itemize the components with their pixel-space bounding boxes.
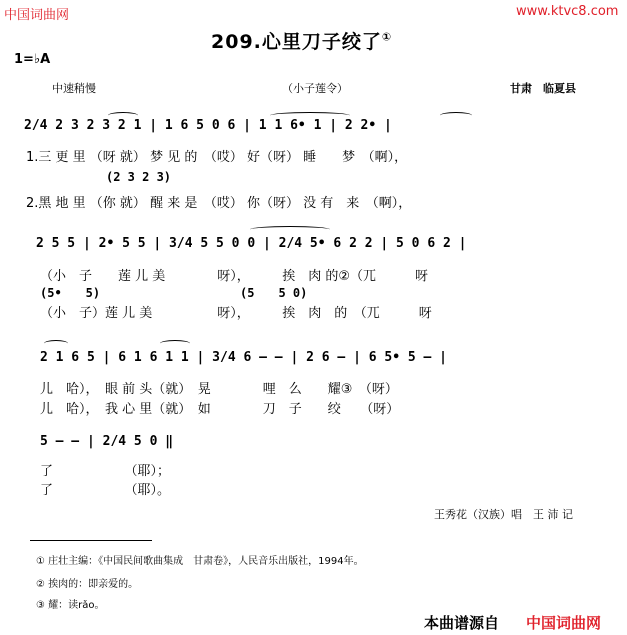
slur <box>250 226 330 233</box>
footnote-divider <box>30 540 152 541</box>
footnote-3: ③ 耀：读rǎo。 <box>36 600 105 611</box>
lyrics-line-1-verse-2: 2.黑 地 里 （你 就） 醒 来 是 （哎） 你（呀） 没 有 来 （啊）， <box>26 196 412 211</box>
lyrics-line-2-verse-1: （小 子 莲 儿 美 呀）， 挨 肉 的②（兀 呀 <box>40 269 429 284</box>
lyrics-line-3-verse-1: 儿 哈）， 眼 前 头（就） 晃 哩 么 耀③ （呀） <box>40 382 398 397</box>
score-line-2-alt-2: (5 5 0) <box>240 286 308 300</box>
score-line-2-alt-1: (5• 5) <box>40 286 101 300</box>
score-line-1-alt: (2 3 2 3) <box>106 170 172 184</box>
credits: 王秀花（汉族）唱 王 沛 记 <box>434 508 573 521</box>
lyrics-line-4-verse-1: 了 （耶）； <box>40 464 171 479</box>
watermark-right: www.ktvc8.com <box>516 4 619 19</box>
region: 甘肃 临夏县 <box>510 82 576 95</box>
lyrics-line-1-verse-1: 1.三 更 里 （呀 就） 梦 见 的 （哎） 好（呀） 睡 梦 （啊）， <box>26 150 408 165</box>
title-footnote-mark: ① <box>381 30 393 44</box>
footnote-1: ① 庄壮主编：《中国民间歌曲集成 甘肃卷》，人民音乐出版社，1994年。 <box>36 556 364 567</box>
slur <box>440 112 472 119</box>
slur <box>44 340 68 347</box>
lyrics-line-3-verse-2: 儿 哈）， 我 心 里（就） 如 刀 子 绞 （呀） <box>40 402 400 417</box>
score-line-4-notes: 5 — — | 2/4 5 0 ‖ <box>40 434 174 449</box>
lyrics-line-2-verse-2: （小 子）莲 儿 美 呀）， 挨 肉 的 （兀 呀 <box>40 306 432 321</box>
lyrics-line-4-verse-2: 了 （耶）。 <box>40 483 171 498</box>
slur <box>108 112 138 119</box>
footer-source-label: 本曲谱源自 <box>424 614 500 632</box>
score-line-3-notes: 2 1 6 5 | 6 1 6 1 1 | 3/4 6 — — | 2 6 — | 6 5• 5 — | <box>40 350 447 365</box>
tempo-marking: 中速稍慢 <box>52 82 96 95</box>
song-title-text: 209.心里刀子绞了 <box>211 31 382 53</box>
watermark-left: 中国词曲网 <box>4 8 70 23</box>
tune-name: （小子莲令） <box>282 82 348 95</box>
score-line-2-notes: 2 5 5 | 2• 5 5 | 3/4 5 5 0 0 | 2/4 5• 6 2 2 | 5 0 6 2 | <box>36 236 467 251</box>
song-title <box>211 27 392 54</box>
footer-source-site: 中国词曲网 <box>526 614 602 632</box>
key-signature: 1=♭A <box>14 52 51 67</box>
slur <box>270 112 350 119</box>
footnote-2: ② 挨肉的：即亲爱的。 <box>36 579 139 590</box>
score-line-1-notes: 2/4 2 3 2 3 2 1 | 1 6 5 0 6 | 1 1 6• 1 | 2 2• | <box>24 118 392 133</box>
slur <box>160 340 190 347</box>
